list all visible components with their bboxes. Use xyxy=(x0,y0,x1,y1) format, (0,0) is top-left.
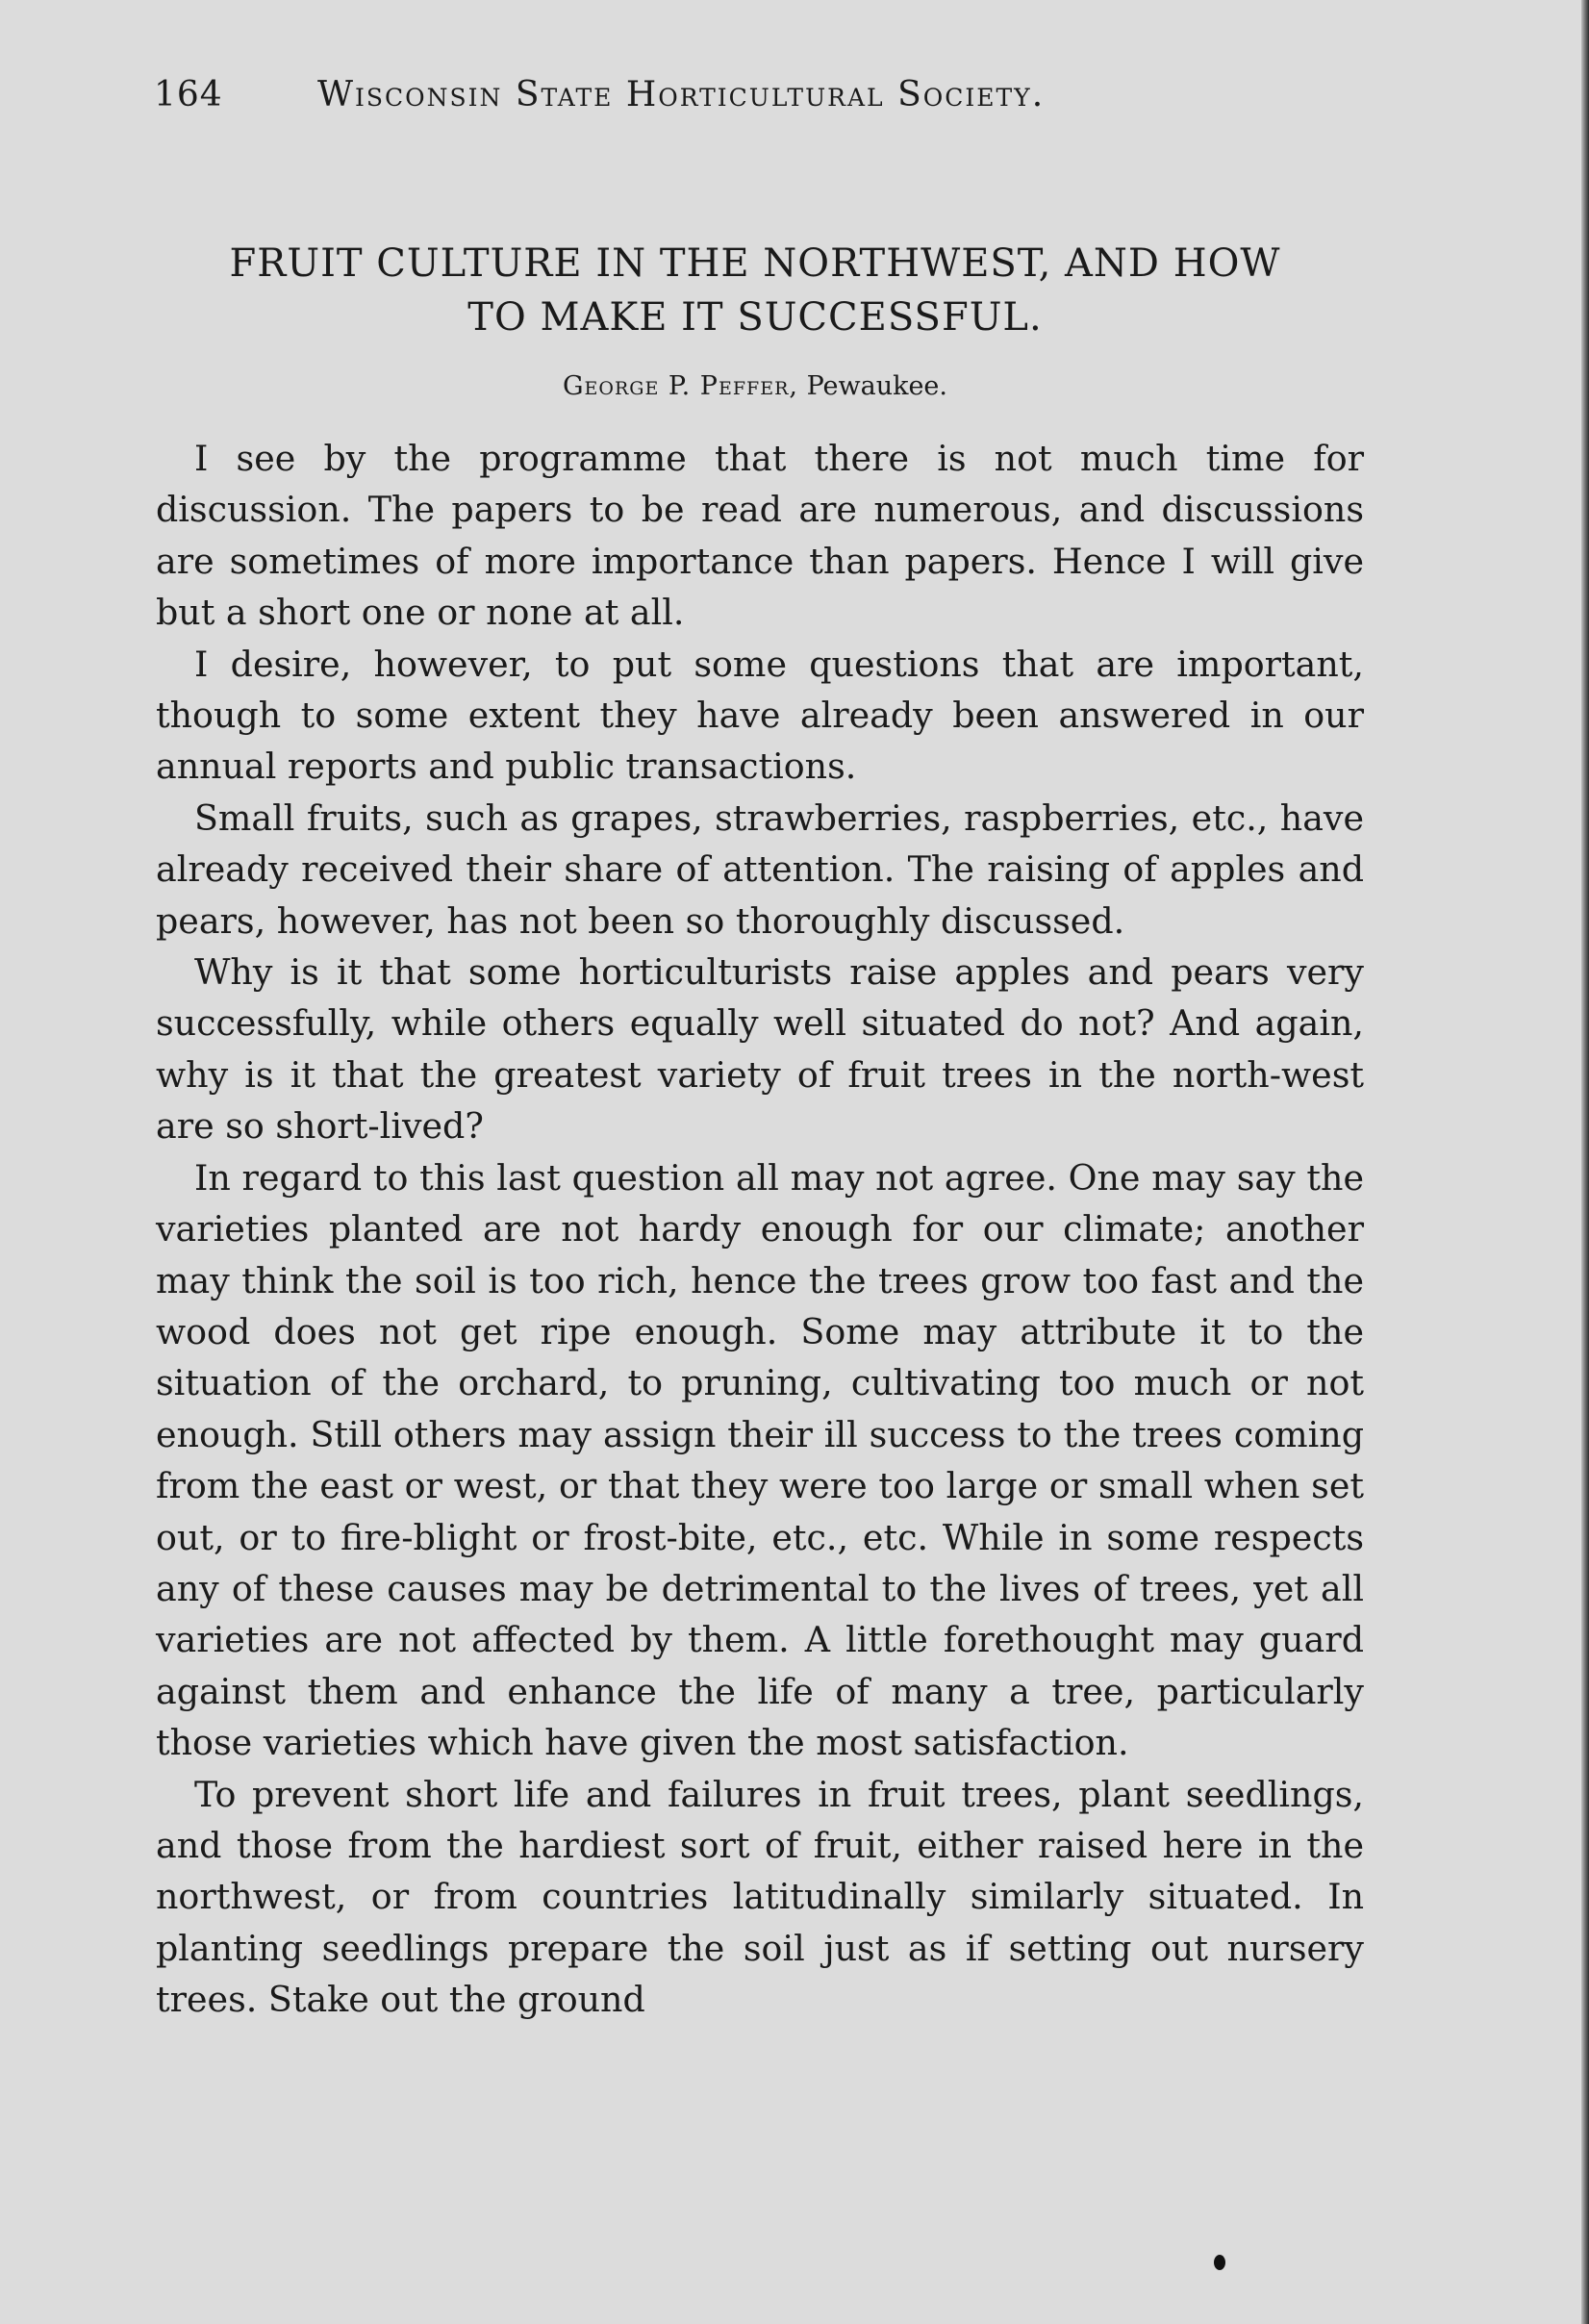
author-name: George P. Peffer, xyxy=(562,371,798,401)
paragraph: Why is it that some horticulturists raise apples and pears very successfully, while others equally well situated do not? And again, why is it that the greatest variety of fruit trees in the north-west are so short-lived? xyxy=(156,951,1364,1148)
article-title xyxy=(144,237,1366,344)
paragraph: I desire, however, to put some questions that are important, though to some extent they have already been answered in our annual reports and public transactions. xyxy=(156,643,1364,788)
page-number: 164 xyxy=(154,75,223,114)
paragraph: I see by the programme that there is not much time for discussion. The papers to be read are numerous, and discussions are sometimes of more importance than papers. Hence I will give but a short one or none at all. xyxy=(156,438,1364,634)
article-title-line-2: TO MAKE IT SUCCESSFUL. xyxy=(467,295,1043,340)
running-head xyxy=(154,75,1202,133)
page-edge xyxy=(1581,0,1589,2324)
author-location: Pewaukee. xyxy=(806,371,947,401)
paragraph: To prevent short life and failures in fruit trees, plant seedlings, and those from the hardiest sort of fruit, either raised here in the northwest, or from countries latitudinally similarly situated. In planting seedlings prepare the soil just as if setting out nursery trees. Stake out the ground xyxy=(156,1773,1364,2021)
article-body xyxy=(156,433,1364,2026)
paragraph: In regard to this last question all may not agree. One may say the varieties planted are not hardy enough for our climate; another may think the soil is too rich, hence the trees grow too fast and the wood does not get ripe enough. Some may attribute it to the situation of the orchard, to pruning, cultivating too much or not enough. Still others may assign their ill success to the trees coming from the east or west, or that they were too large or small when set out, or to fire-blight or frost-bite, etc., etc. While in some respects any of these causes may be detrimental to the lives of trees, yet all varieties are not affected by them. A little forethought may guard against them and enhance the life of many a tree, particularly those varieties which have given the most satisfaction. xyxy=(156,1156,1364,1764)
ink-spot xyxy=(1214,2255,1225,2270)
author-line xyxy=(144,371,1366,401)
paragraph: Small fruits, such as grapes, strawberries, raspberries, etc., have already received their share of attention. The raising of apples and pears, however, has not been so thoroughly discussed. xyxy=(156,796,1364,942)
running-head-title: Wisconsin State Horticultural Society. xyxy=(317,75,1046,114)
article-title-line-1: FRUIT CULTURE IN THE NORTHWEST, AND HOW xyxy=(229,241,1281,286)
